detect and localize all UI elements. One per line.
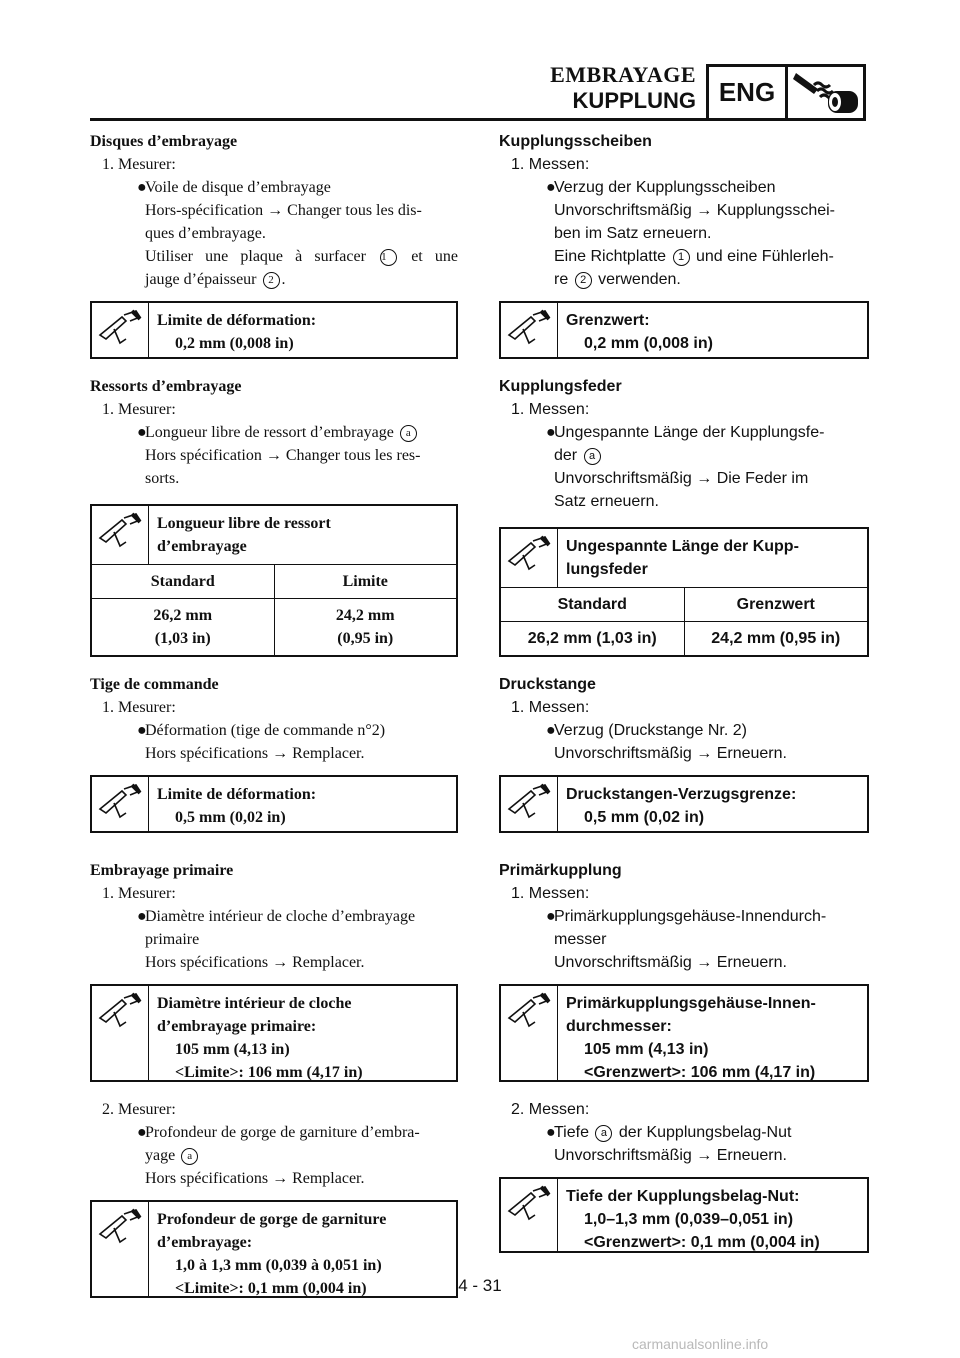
list-item: ● Ungespannte Länge der Kupplungsfe- (499, 421, 869, 444)
body-text: messer (554, 931, 607, 948)
list-item: ● Profondeur de gorge de garniture d’embra- (90, 1121, 458, 1144)
bullet-icon: ● (137, 1124, 147, 1141)
spec-box: Tiefe der Kupplungsbelag-Nut: 1,0–1,3 mm (0,039–0,051 in) <Grenzwert>: 0,1 mm (0,004 in) (499, 1177, 869, 1253)
spec-box: Limite de déformation: 0,2 mm (0,008 in) (90, 301, 458, 359)
section-title: Disques d’embrayage (90, 133, 238, 150)
spec-box: Diamètre intérieur de cloche d’embrayage primaire: 105 mm (4,13 in) <Limite>: 106 mm (4,17 in) (90, 984, 458, 1082)
section-title: Druckstange (499, 676, 596, 693)
body-text: Unvorschriftsmäßig → Erneuern. (554, 1147, 787, 1164)
section-title: Primärkupplung (499, 862, 622, 879)
caliper-icon (501, 1179, 558, 1251)
body-text: yage a (90, 1144, 458, 1167)
caliper-icon (92, 506, 148, 564)
caliper-icon (501, 303, 558, 357)
bullet-icon: ● (546, 908, 556, 925)
engine-tool-icon (788, 64, 866, 121)
step-label: 1. Messen: (511, 156, 590, 173)
body-text: Unvorschriftsmäßig → Kupplungsschei- (554, 202, 835, 219)
list-item: ● Voile de disque d’embrayage (90, 176, 458, 199)
callout-a-icon: a (181, 1148, 198, 1165)
table-header-limit: Limite (274, 565, 457, 598)
body-text: Hors spécifications → Remplacer. (145, 745, 365, 762)
step-label: 1. Mesurer: (102, 401, 176, 418)
body-text: Satz erneuern. (554, 493, 659, 510)
body-text: Eine Richtplatte 1 und eine Fühlerleh- (554, 248, 834, 265)
column-german (499, 130, 869, 1269)
body-text: ques d’embrayage. (145, 225, 266, 242)
section-title: Tige de commande (90, 676, 219, 693)
bullet-icon: ● (137, 908, 147, 925)
bullet-icon: ● (546, 1124, 556, 1141)
bullet-icon: ● (137, 722, 147, 739)
spec-box: Limite de déformation: 0,5 mm (0,02 in) (90, 775, 458, 833)
callout-2-icon: 2 (575, 272, 592, 289)
list-item: ● Verzug der Kupplungsscheiben (499, 176, 869, 199)
step-label: 1. Messen: (511, 401, 590, 418)
body-text: ben im Satz erneuern. (554, 225, 712, 242)
step-label: 1. Messen: (511, 885, 590, 902)
body-text: Hors spécifications → Remplacer. (145, 1170, 365, 1187)
callout-a-icon: a (400, 425, 417, 442)
body-text: re 2 verwenden. (554, 271, 681, 288)
caliper-icon (501, 777, 558, 831)
body-text: Hors-spécification → Changer tous les dis- (145, 202, 422, 219)
body-text: Unvorschriftsmäßig → Die Feder im (554, 470, 809, 487)
callout-a-icon: a (595, 1125, 612, 1142)
header-title-de: KUPPLUNG (572, 88, 696, 113)
table-cell: 26,2 mm (1,03 in) (527, 630, 657, 647)
list-item: ● Verzug (Druckstange Nr. 2) (499, 719, 869, 742)
section-title: Kupplungsscheiben (499, 133, 652, 150)
list-item: ● Diamètre intérieur de cloche d’embrayage (90, 905, 458, 928)
list-item: ● Primärkupplungsgehäuse-Innendurch- (499, 905, 869, 928)
table-cell: 24,2 mm (0,95 in) (274, 599, 457, 655)
callout-1-icon: 1 (673, 249, 690, 266)
step-label: 1. Mesurer: (102, 156, 176, 173)
table-header-standard: Standard (150, 573, 215, 590)
bullet-icon: ● (546, 424, 556, 441)
list-item: ● Tiefe a der Kupplungsbelag-Nut (499, 1121, 869, 1144)
spec-table: Ungespannte Länge der Kupp- lungsfeder Standard Grenzwert 26,2 mm (1,03 in) 24,2 mm (0,95 in) (499, 527, 869, 657)
table-header-limit: Grenzwert (684, 588, 868, 621)
step-label: 1. Messen: (511, 699, 590, 716)
step-label: 1. Mesurer: (102, 699, 176, 716)
table-cell: 24,2 mm (0,95 in) (684, 622, 868, 655)
body-text: Hors spécification → Changer tous les res- (145, 447, 421, 464)
callout-2-icon: 2 (263, 272, 280, 289)
callout-1-icon: 1 (380, 249, 397, 266)
bullet-icon: ● (546, 722, 556, 739)
spec-box: Grenzwert: 0,2 mm (0,008 in) (499, 301, 869, 359)
bullet-icon: ● (137, 179, 147, 196)
caliper-icon (501, 529, 557, 587)
bullet-icon: ● (546, 179, 556, 196)
caliper-icon (92, 777, 149, 831)
body-text: Hors spécifications → Remplacer. (145, 954, 365, 971)
step-label: 1. Mesurer: (102, 885, 176, 902)
list-item: ● Longueur libre de ressort d’embrayage a (90, 421, 458, 444)
spec-table: Longueur libre de ressort d’embrayage Standard Limite 26,2 mm (1,03 in) 24,2 mm (0,95 in) (90, 504, 458, 657)
bullet-icon: ● (137, 424, 147, 441)
column-french (90, 130, 458, 1314)
spec-box: Druckstangen-Verzugsgrenze: 0,5 mm (0,02 in) (499, 775, 869, 833)
watermark: carmanualsonline.info (632, 1336, 769, 1352)
body-text: jauge d’épaisseur 2 . (145, 271, 286, 288)
section-title: Embrayage primaire (90, 862, 234, 879)
body-text: Unvorschriftsmäßig → Erneuern. (554, 954, 787, 971)
section-title: Kupplungsfeder (499, 378, 622, 395)
spec-box: Profondeur de gorge de garniture d’embrayage: 1,0 à 1,3 mm (0,039 à 0,051 in) <Limite>: 0,1 mm (0,004 in) (90, 1200, 458, 1298)
callout-a-icon: a (584, 448, 601, 465)
body-text: der a (499, 444, 869, 467)
body-text: Unvorschriftsmäßig → Erneuern. (554, 745, 787, 762)
step-label: 2. Messen: (511, 1101, 590, 1118)
body-text: sorts. (145, 470, 180, 487)
spec-box: Primärkupplungsgehäuse-Innen- durchmesser: 105 mm (4,13 in) <Grenzwert>: 106 mm (4,17 in) (499, 984, 869, 1082)
step-label: 2. Mesurer: (102, 1101, 176, 1118)
caliper-icon (501, 986, 558, 1080)
table-cell: 26,2 mm (1,03 in) (153, 607, 213, 647)
caliper-icon (92, 303, 149, 357)
page-number: 4 - 31 (458, 1276, 502, 1295)
body-text: Utiliser une plaque à surfacer 1 et une (145, 248, 458, 265)
eng-badge: ENG (706, 64, 788, 121)
header-title-fr: EMBRAYAGE (550, 62, 696, 87)
list-item: ● Déformation (tige de commande n°2) (90, 719, 458, 742)
caliper-icon (92, 986, 149, 1080)
body-text: primaire (145, 931, 200, 948)
section-title: Ressorts d’embrayage (90, 378, 242, 395)
table-header-standard: Standard (557, 596, 627, 613)
